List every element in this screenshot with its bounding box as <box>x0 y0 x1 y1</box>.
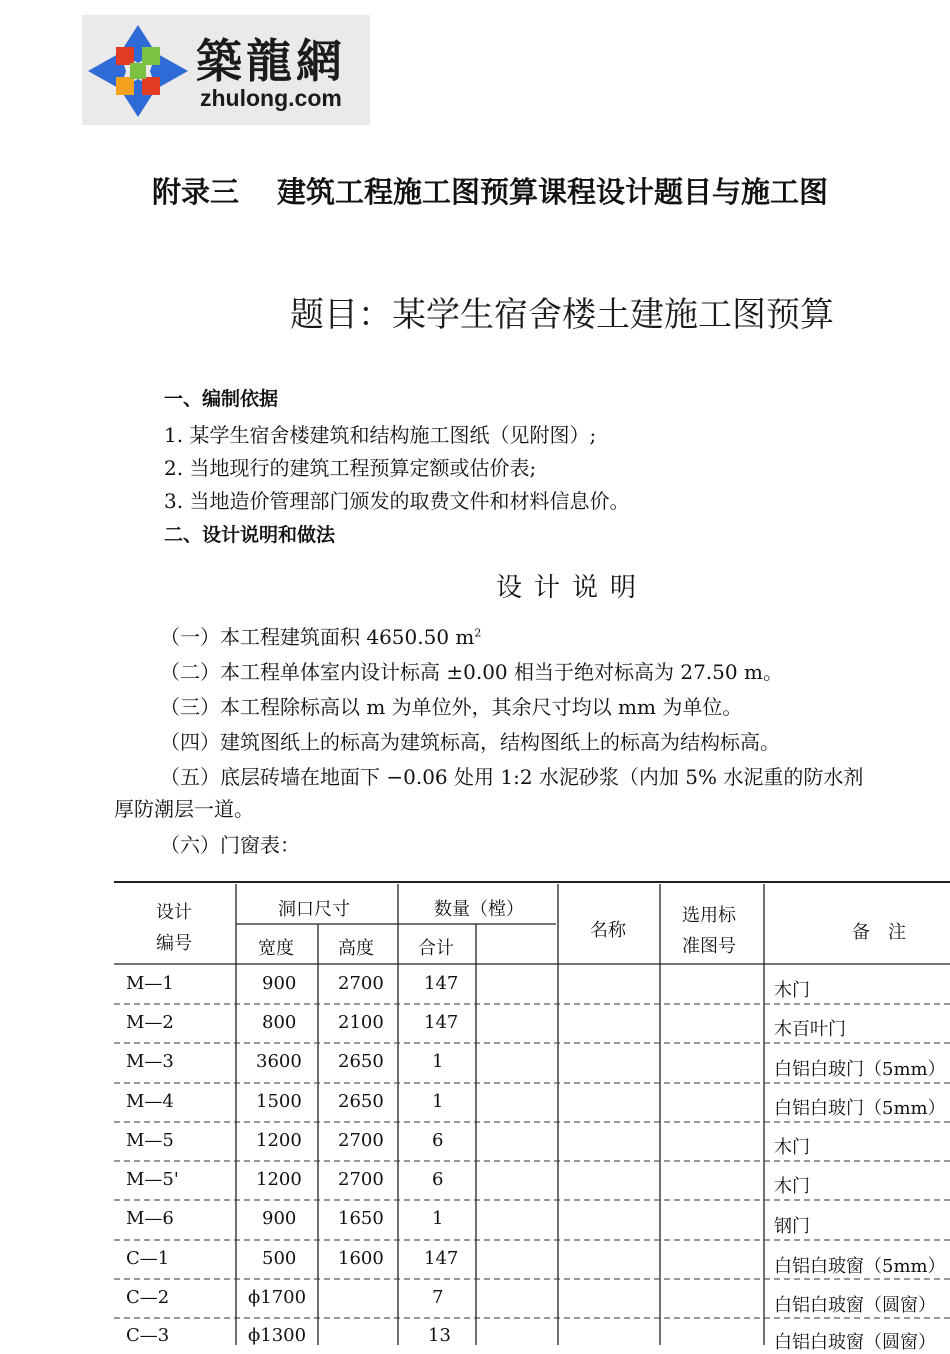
cell-total: 1 <box>432 1051 444 1072</box>
cell-remark: 白铝白玻窗（圆窗） <box>774 1332 936 1353</box>
cell-width: 1500 <box>256 1091 302 1112</box>
cell-total: 6 <box>432 1130 444 1151</box>
header-design-code-line2: 编号 <box>156 933 192 954</box>
cell-total: 7 <box>432 1287 444 1308</box>
cell-height: 2700 <box>338 1130 384 1151</box>
cell-height: 1650 <box>338 1208 384 1229</box>
cell-width: 1200 <box>256 1169 302 1190</box>
cell-remark: 白铝白玻窗（圆窗） <box>774 1295 936 1316</box>
cell-code: M—5' <box>126 1169 179 1190</box>
header-standard-line1: 选用标 <box>682 905 736 926</box>
cell-width: 900 <box>262 1208 297 1229</box>
note-5-continued: 厚防潮层一道。 <box>114 797 254 821</box>
header-height: 高度 <box>338 938 374 959</box>
cell-code: C—2 <box>126 1287 170 1308</box>
cell-height: 2650 <box>338 1091 384 1112</box>
cell-width: 500 <box>262 1248 297 1269</box>
cell-remark: 木百叶门 <box>774 1019 846 1040</box>
section1-item-2: 2. 当地现行的建筑工程预算定额或估价表; <box>164 456 537 480</box>
cell-height: 2700 <box>338 1169 384 1190</box>
cell-total: 147 <box>424 973 459 994</box>
cell-height: 2650 <box>338 1051 384 1072</box>
cell-code: C—3 <box>126 1325 170 1346</box>
header-quantity: 数量（樘） <box>434 899 524 920</box>
cell-height: 1600 <box>338 1248 384 1269</box>
section1-item-1: 1. 某学生宿舍楼建筑和结构施工图纸（见附图）; <box>164 423 597 447</box>
cell-width: 900 <box>262 973 297 994</box>
cell-total: 13 <box>428 1325 451 1346</box>
cell-width: ϕ1700 <box>248 1287 307 1308</box>
cell-code: C—1 <box>126 1248 170 1269</box>
logo-chinese-text: 築龍網 <box>196 34 346 88</box>
header-width: 宽度 <box>258 938 294 959</box>
header-remarks: 备 注 <box>852 922 906 943</box>
cell-code: M—6 <box>126 1208 174 1229</box>
cell-height: 2700 <box>338 973 384 994</box>
cell-remark: 木门 <box>774 980 810 1001</box>
cell-remark: 木门 <box>774 1176 810 1197</box>
note-1: （一）本工程建筑面积 4650.50 $m^2$ <box>160 625 482 649</box>
appendix-text: 建筑工程施工图预算课程设计题目与施工图 <box>277 175 829 209</box>
cell-width: 3600 <box>256 1051 302 1072</box>
cell-height: 2100 <box>338 1012 384 1033</box>
header-total: 合计 <box>418 938 454 959</box>
cell-code: M—4 <box>126 1091 174 1112</box>
section1-heading: 一、编制依据 <box>164 388 279 410</box>
section2-heading: 二、设计说明和做法 <box>164 524 336 546</box>
cell-total: 147 <box>424 1248 459 1269</box>
cell-code: M—5 <box>126 1130 174 1151</box>
cell-code: M—3 <box>126 1051 174 1072</box>
note-6: （六）门窗表： <box>160 833 300 857</box>
note-2: （二）本工程单体室内设计标高 ±0.00 相当于绝对标高为 27.50 m。 <box>160 660 783 684</box>
cell-total: 1 <box>432 1091 444 1112</box>
cell-remark: 白铝白玻门（5mm） <box>774 1059 946 1080</box>
cell-total: 6 <box>432 1169 444 1190</box>
note-5: （五）底层砖墙在地面下 −0.06 处用 1:2 水泥砂浆（内加 5% 水泥重的防水剂 <box>160 765 864 789</box>
section1-item-3: 3. 当地造价管理部门颁发的取费文件和材料信息价。 <box>164 489 630 513</box>
note-4: （四）建筑图纸上的标高为建筑标高，结构图纸上的标高为结构标高。 <box>160 730 780 754</box>
cell-code: M—1 <box>126 973 174 994</box>
header-opening-size: 洞口尺寸 <box>278 899 350 920</box>
note-1-superscript: 2 <box>474 626 482 640</box>
cell-total: 147 <box>424 1012 459 1033</box>
cell-width: 1200 <box>256 1130 302 1151</box>
header-name: 名称 <box>590 920 626 941</box>
cell-remark: 木门 <box>774 1137 810 1158</box>
note-3: （三）本工程除标高以 m 为单位外，其余尺寸均以 mm 为单位。 <box>160 695 743 719</box>
subject-title: 题目：某学生宿舍楼土建施工图预算 <box>290 295 834 335</box>
cell-remark: 钢门 <box>774 1216 810 1237</box>
cell-total: 1 <box>432 1208 444 1229</box>
cell-width: 800 <box>262 1012 297 1033</box>
design-notes-title: 设计说明 <box>496 573 649 603</box>
logo-domain-text: zhulong.com <box>200 85 342 111</box>
header-design-code-line1: 设计 <box>156 902 192 923</box>
appendix-prefix: 附录三 <box>152 175 240 209</box>
cell-remark: 白铝白玻窗（5mm） <box>774 1256 946 1277</box>
cell-code: M—2 <box>126 1012 174 1033</box>
cell-remark: 白铝白玻门（5mm） <box>774 1098 946 1119</box>
cell-width: ϕ1300 <box>248 1325 307 1346</box>
header-standard-line2: 准图号 <box>682 936 736 957</box>
